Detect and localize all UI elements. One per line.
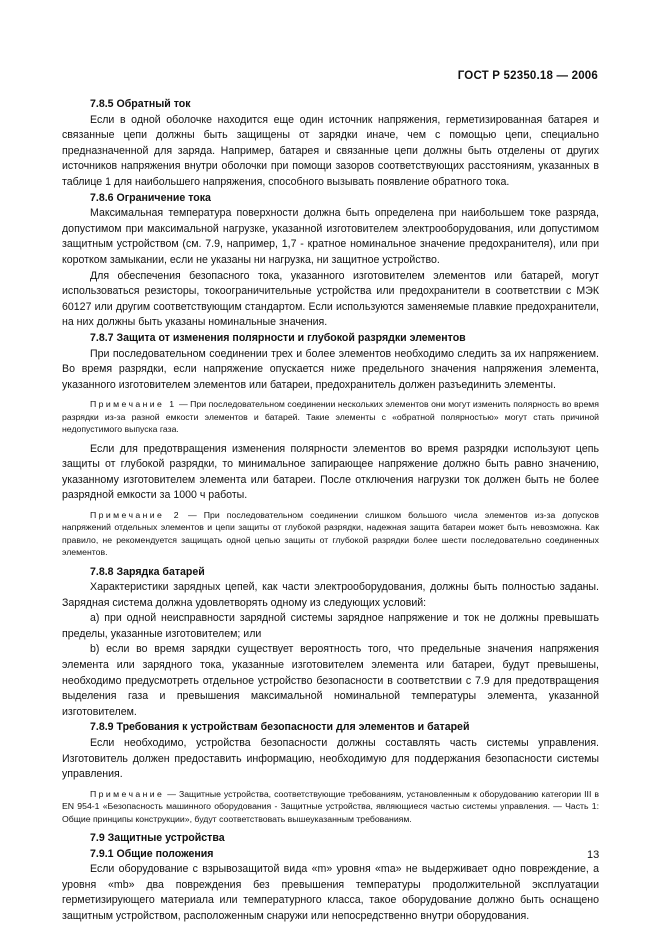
- section-heading-7-8-6: 7.8.6 Ограничение тока: [90, 191, 211, 204]
- paragraph: Если оборудование с взрывозащитой вида «m» уровня «ma» не выдерживает одно повреждение, а уровня «mb» два повреждения без превышения температуры продолжительной эксплуатации герметизирующего материала или температурного класса, такое оборудование должно быть оснащено защитным устройством, расположенным снаружи или непосредственно внутри оборудования.: [62, 863, 599, 922]
- section-heading-7-8-7: 7.8.7 Защита от изменения полярности и глубокой разрядки элементов: [90, 331, 466, 344]
- section-heading-7-9: 7.9 Защитные устройства: [90, 832, 225, 845]
- note-text: — При последовательном соединении слишком большого числа элементов из-за допусков напряжений отдельных элементов и цепи защиты от глубокой разрядки, надежная защита батареи может быть невозможна. Как правило, не рекомендуется защищать одной цепью защиты от глубокой разрядки более шести последовательно соединенных элементов.: [62, 509, 599, 558]
- page-content: [62, 97, 599, 925]
- note: [62, 788, 599, 825]
- paragraph: Если в одной оболочке находится еще один источник напряжения, герметизированная батарея и связанные цепи должны быть защищены от зарядки иначе, чем с помощью цепи, специально предназначенной для заряда. Например, батарея и связанные цепи должны быть отделены от других источников напряжения внутри оболочки при помощи зазоров соответствующих расстояниям, указанных в таблице 1 для наибольшего напряжения, способного вызывать появление обратного тока.: [62, 113, 599, 188]
- note-text: — Защитные устройства, соответствующие требованиям, установленным к оборудованию категории III в EN 954-1 «Безопасность машинного оборудования - Защитные устройства, являющиеся частью системы управления. — Часть 1: Общие принципы конструкции», будут соответствовать вышеуказанным требованиям.: [62, 788, 599, 824]
- document-header: ГОСТ Р 52350.18 — 2006: [457, 70, 598, 82]
- paragraph: Для обеспечения безопасного тока, указанного изготовителем элементов или батарей, могут использоваться резисторы, токоограничительные устройства или предохранители в соответствии с МЭК 60127 или другим соответствующим стандартом. Если используются заменяемые плавкие предохранители, на них должны быть указаны номинальные значения.: [62, 269, 599, 329]
- paragraph: Если необходимо, устройства безопасности должны составлять часть системы управления. Изготовитель должен предоставить информацию, необходимую для поддержания безопасности системы управления.: [62, 737, 599, 781]
- paragraph: Если для предотвращения изменения полярности элементов во время разрядки используют цепь защиты от глубокой разрядки, то минимальное запирающее напряжение должно быть равно значению, указанному изготовителем элемента или батареи. После отключения нагрузки ток должен быть не более разрядной емкости за 1000 ч работы.: [62, 442, 599, 502]
- paragraph: Максимальная температура поверхности должна быть определена при наибольшем токе разряда, допустимом при максимальной нагрузке, указанной изготовителем электрооборудования, или допустимом защитным устройством (см. 7.9, например, 1,7 - кратное номинальное значение предохранителя), или при коротком замыкании, если не указаны ни нагрузка, ни защитное устройство.: [62, 207, 599, 266]
- list-item-a: а) при одной неисправности зарядной системы зарядное напряжение и ток не должны превышать пределы, указанные изготовителем; или: [62, 612, 599, 640]
- note-text: — При последовательном соединении нескольких элементов они могут изменить полярность во время разрядки из-за разной емкости элементов и батарей. Такие элементы с «обратной полярностью» могут стать причиной недопустимого выпуска газа.: [62, 399, 599, 435]
- page-number: 13: [587, 849, 600, 861]
- section-heading-7-9-1: 7.9.1 Общие положения: [90, 847, 214, 860]
- note-label: Примечание: [90, 788, 165, 799]
- section-heading-7-8-9: 7.8.9 Требования к устройствам безопасности для элементов и батарей: [90, 721, 470, 734]
- note-1: [62, 398, 599, 435]
- paragraph: Характеристики зарядных цепей, как части электрооборудования, должны быть полностью заданы. Зарядная система должна удовлетворять одному из следующих условий:: [62, 581, 599, 609]
- note-label: Примечание 1: [90, 399, 177, 410]
- section-heading-7-8-5: 7.8.5 Обратный ток: [90, 98, 191, 110]
- paragraph: При последовательном соединении трех и более элементов необходимо следить за их напряжением. Во время разрядки, если напряжение опускается ниже предельного значения напряжения элемента, указанного изготовителем элементов или батареи, предохранитель должен разъединить элементы.: [62, 347, 599, 391]
- list-item-b: b) если во время зарядки существует вероятность того, что предельные значения напряжения элемента или зарядного тока, указанные изготовителем элемента или батареи, будут превышены, необходимо предусмотреть отдельное устройство безопасности в соответствии с 7.9 для предотвращения выделения газа и превышения максимальной номинальной температуры элемента, указанной изготовителем.: [62, 643, 599, 718]
- note-2: [62, 509, 599, 559]
- section-heading-7-8-8: 7.8.8 Зарядка батарей: [90, 565, 205, 578]
- note-label: Примечание 2: [90, 509, 181, 520]
